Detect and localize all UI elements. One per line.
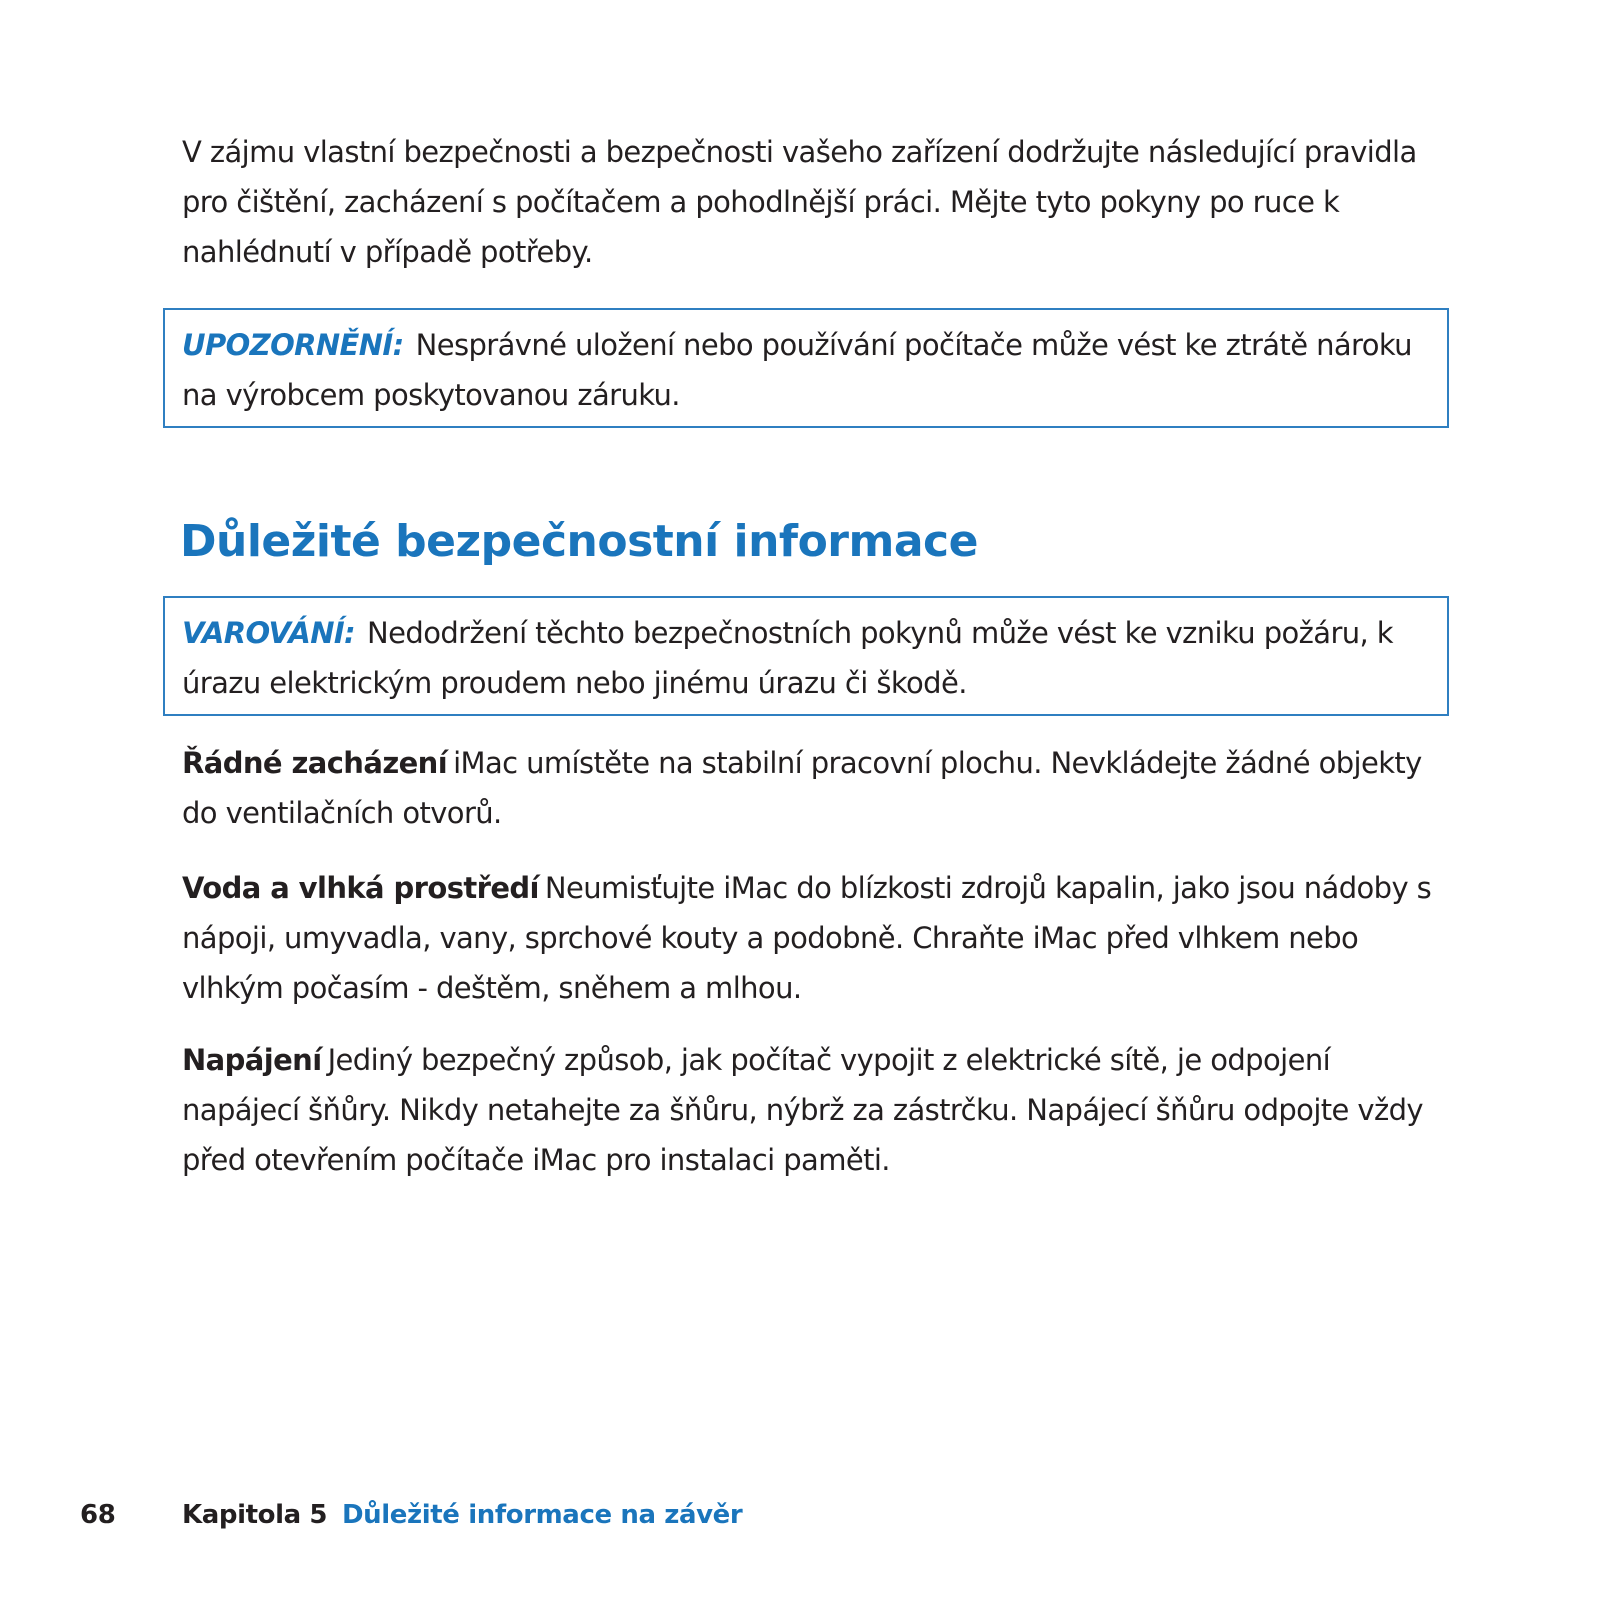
intro-paragraph: V zájmu vlastní bezpečnosti a bezpečnosti vašeho zařízení dodržujte následující pravidla pro čištění, zacházení s počítačem a pohodlnější práci. Mějte tyto pokyny po ruce k nahlédnutí v případě potřeby. [182, 135, 1417, 269]
water-paragraph [182, 863, 1452, 1013]
water-text: Neumisťujte iMac do blízkosti zdrojů kapalin, jako jsou nádoby s nápoji, umyvadla, vany, sprchové kouty a podobně. Chraňte iMac před vlhkem nebo vlhkým počasím - deštěm, sněhem a mlhou. [182, 871, 1432, 1005]
power-text: Jediný bezpečný způsob, jak počítač vypojit z elektrické sítě, je odpojení napájecí šňůry. Nikdy netahejte za šňůru, nýbrž za zástrčku. Napájecí šňůru odpojte vždy před otevřením počítače iMac pro instalaci paměti. [182, 1043, 1423, 1177]
handling-paragraph [182, 738, 1452, 838]
power-term: Napájení [182, 1043, 322, 1077]
chapter-label: Kapitola 5 [182, 1500, 328, 1530]
warning-text: Nedodržení těchto bezpečnostních pokynů může vést ke vzniku požáru, k úrazu elektrickým proudem nebo jinému úrazu či škodě. [182, 616, 1393, 700]
chapter-title: Důležité informace na závěr [342, 1500, 743, 1530]
handling-term: Řádné zacházení [182, 746, 448, 780]
page-number: 68 [80, 1500, 116, 1530]
notice-label: UPOZORNĚNÍ: [182, 328, 404, 362]
notice-callout [163, 308, 1449, 428]
section-heading: Důležité bezpečnostní informace [180, 516, 978, 567]
warning-callout [163, 596, 1449, 716]
water-term: Voda a vlhká prostředí [182, 871, 539, 905]
page-footer [0, 1495, 1600, 1535]
power-paragraph [182, 1035, 1452, 1185]
warning-label: VAROVÁNÍ: [182, 616, 356, 650]
notice-text: Nesprávné uložení nebo používání počítače může vést ke ztrátě nároku na výrobcem poskytovanou záruku. [182, 328, 1412, 412]
handling-text: iMac umístěte na stabilní pracovní plochu. Nevkládejte žádné objekty do ventilačních otvorů. [182, 746, 1422, 830]
